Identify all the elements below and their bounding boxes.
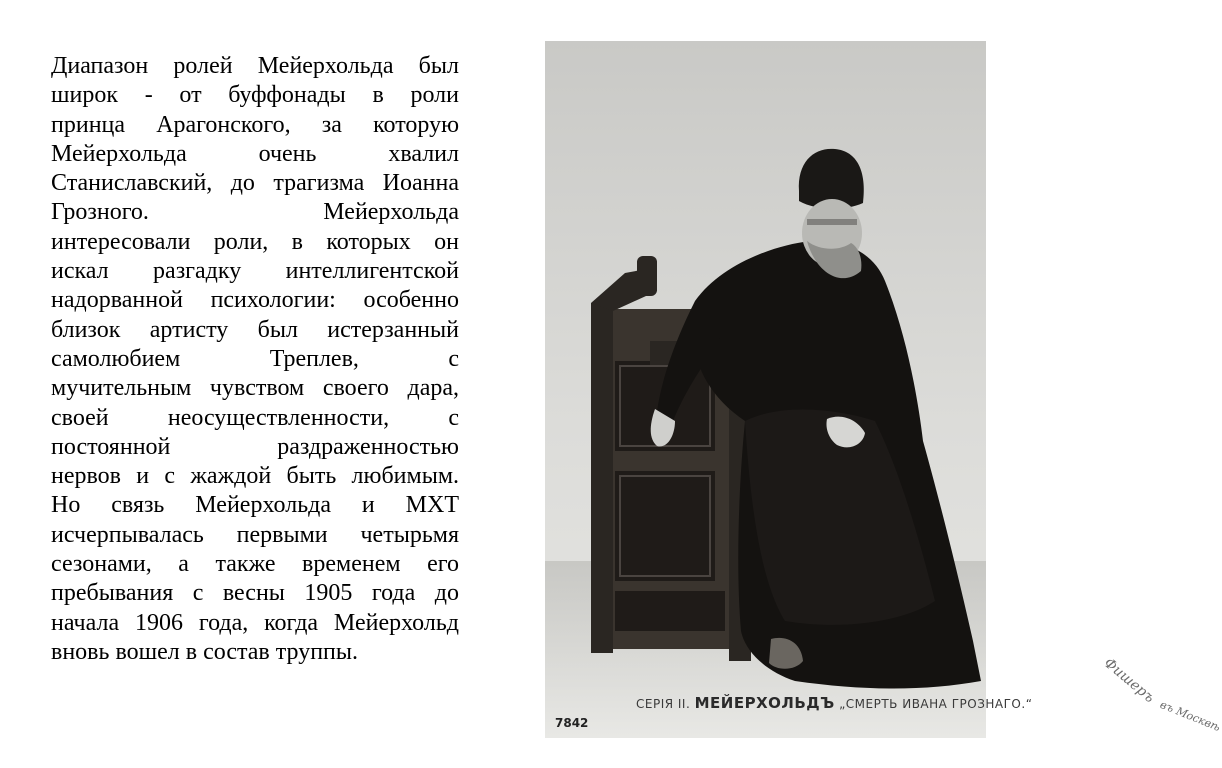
caption-title: „СМЕРТЬ ИВАНА ГРОЗНАГО.“ xyxy=(839,697,1033,711)
text-line: пребывания с весны 1905 года до xyxy=(51,580,459,607)
text-line: надорванной психологии: особенно xyxy=(51,287,459,314)
text-line: искал разгадку интеллигентской xyxy=(51,258,459,285)
body-text xyxy=(51,52,459,667)
studio-signature: Фишеръ xyxy=(1100,655,1158,707)
text-line: Станиславский, до трагизма Иоанна xyxy=(51,170,459,197)
text-line: своей неосуществленности, с xyxy=(51,404,459,431)
text-line: широк - от буффонады в роли xyxy=(51,82,459,109)
portrait-photo xyxy=(545,41,1222,738)
text-line: исчерпывалась первыми четырьмя xyxy=(51,521,459,548)
text-line: мучительным чувством своего дара, xyxy=(51,375,459,402)
text-line: принца Арагонского, за которую xyxy=(51,111,459,138)
text-line: вновь вошел в состав труппы. xyxy=(51,638,359,665)
text-line: Мейерхольда очень хвалил xyxy=(51,140,459,167)
text-line: начала 1906 года, когда Мейерхольд xyxy=(51,609,459,636)
text-line: Но связь Мейерхольда и МХТ xyxy=(51,492,459,519)
photo-caption xyxy=(636,694,1033,712)
text-line: постоянной раздраженностью xyxy=(51,433,459,460)
text-line: близок артисту был истерзанный xyxy=(51,316,459,343)
studio-city: въ Москвѣ xyxy=(1158,698,1222,735)
caption-name: МЕЙЕРХОЛЬДЪ xyxy=(694,694,835,712)
text-line: сезонами, а также временем его xyxy=(51,551,459,578)
photo-illustration xyxy=(545,41,986,738)
plate-number: 7842 xyxy=(555,716,589,730)
text-line: Грозного. Мейерхольда xyxy=(51,199,459,226)
text-line: Диапазон ролей Мейерхольда был xyxy=(51,53,459,79)
text-line: самолюбием Треплев, с xyxy=(51,345,459,372)
caption-series: СЕРІЯ II. xyxy=(636,697,691,711)
text-line: интересовали роли, в которых он xyxy=(51,228,459,255)
text-line: нервов и с жаждой быть любимым. xyxy=(51,463,459,490)
